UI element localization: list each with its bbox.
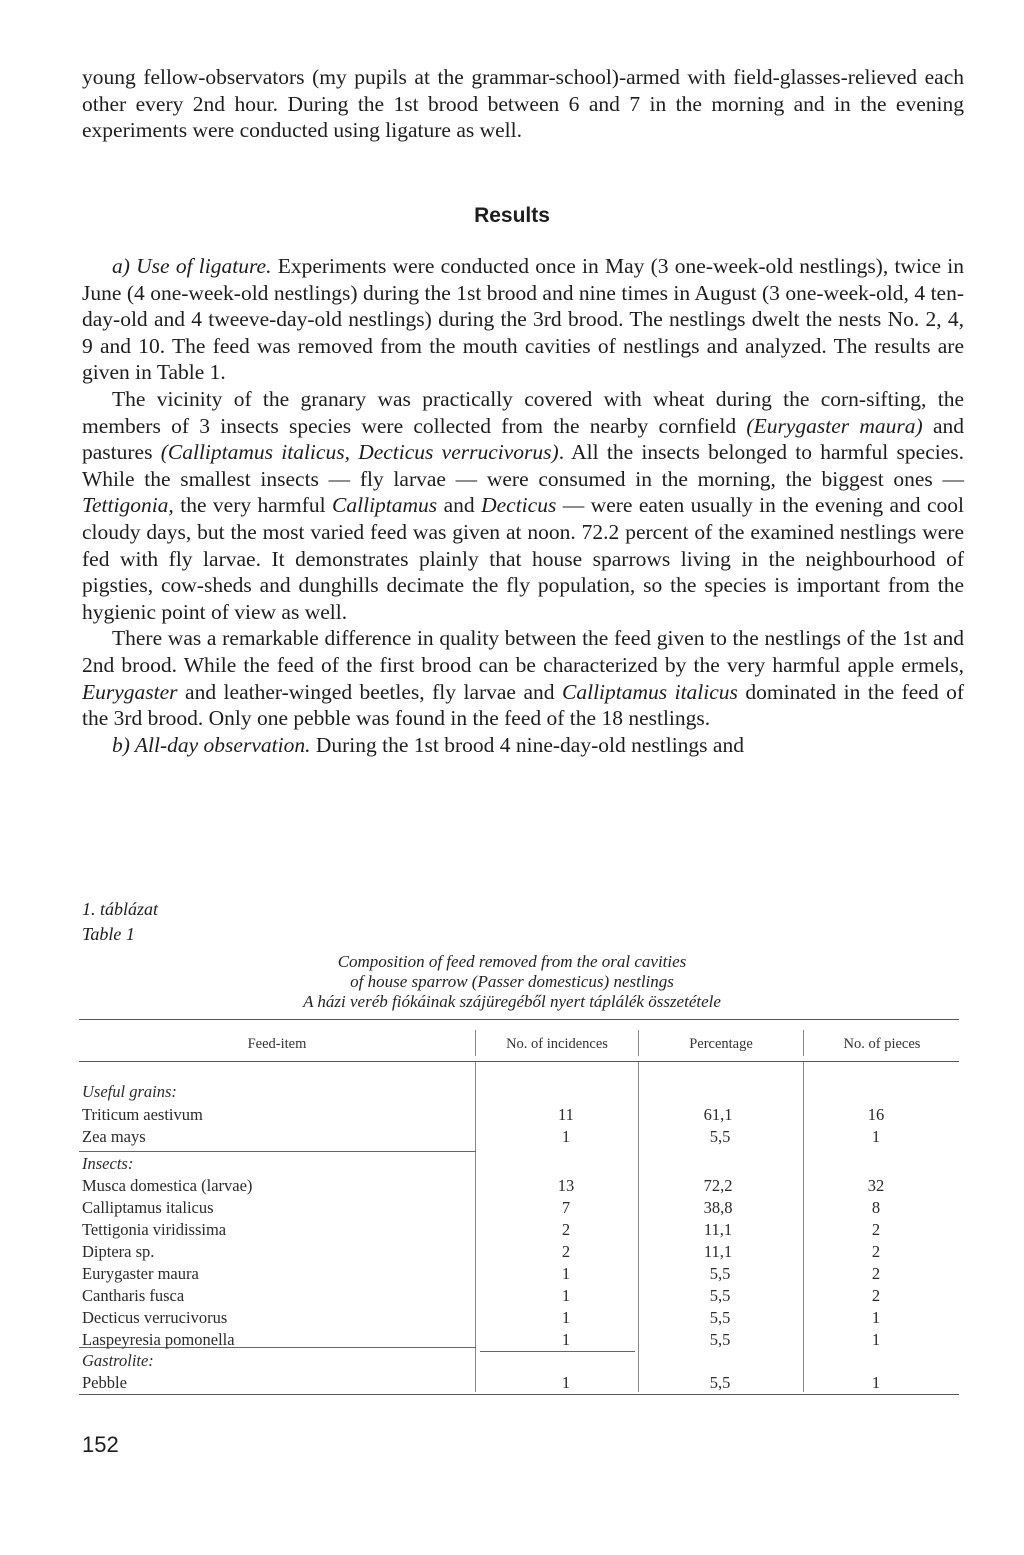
- table-top-rule: [79, 1019, 959, 1020]
- percentage-cell: 5,5: [709, 1330, 731, 1349]
- category-label: Insects:: [82, 1154, 134, 1173]
- feed-item: Eurygaster maura: [82, 1264, 199, 1283]
- incidences-cell: 1: [561, 1330, 571, 1349]
- group-rule: [480, 1351, 635, 1352]
- table-label-english: Table 1: [82, 924, 135, 944]
- percentage-cell: 5,5: [709, 1264, 731, 1283]
- incidences-cell: 1: [561, 1373, 571, 1392]
- table-label-hungarian: 1. táblázat: [82, 899, 159, 919]
- pieces-cell: 2: [871, 1264, 881, 1283]
- category-label: Useful grains:: [82, 1082, 177, 1101]
- incidences-cell: 1: [561, 1127, 571, 1146]
- incidences-cell: 1: [561, 1308, 571, 1327]
- feed-item: Pebble: [82, 1373, 127, 1392]
- paragraph-difference: There was a remarkable difference in quality between the feed given to the nestlings of the 1st and 2nd brood. While the feed of the first brood can be characterized by the very harmful apple ermels, Eurygaster and leather-winged beetles, fly larvae and Calliptamus italicus dominated in the feed of the 3rd brood. Only one pebble was found in the feed of the 18 nestlings.: [82, 626, 964, 731]
- header-percentage: Percentage: [689, 1036, 753, 1052]
- table-bottom-rule: [79, 1394, 959, 1395]
- percentage-cell: 5,5: [709, 1286, 731, 1305]
- incidences-cell: 13: [557, 1176, 575, 1195]
- table-caption-line-2: of house sparrow (Passer domesticus) nestlings: [350, 972, 674, 991]
- paragraph-all-day: b) All-day observation. During the 1st brood 4 nine-day-old nestlings and: [112, 732, 744, 757]
- column-divider: [803, 1062, 804, 1392]
- incidences-cell: 2: [561, 1220, 571, 1239]
- table-caption-hungarian: A házi veréb fiókáinak szájüregéből nyert táplálék összetétele: [303, 992, 721, 1011]
- paragraph-ligature: a) Use of ligature. Experiments were conducted once in May (3 one-week-old nestlings), twice in June (4 one-week-old nestlings) during the 1st brood and nine times in August (3 one-week-old, 4 ten-day-old and 4 tweeve-day-old nestlings) during the 3rd brood. The nestlings dwelt the nests No. 2, 4, 9 and 10. The feed was removed from the mouth cavities of nestlings and analyzed. The results are given in Table 1.: [82, 254, 964, 385]
- percentage-cell: 5,5: [709, 1127, 731, 1146]
- column-divider: [638, 1062, 639, 1392]
- incidences-cell: 11: [558, 1105, 574, 1124]
- header-feed-item: Feed-item: [247, 1036, 307, 1052]
- column-divider: [803, 1030, 804, 1056]
- column-divider: [475, 1062, 476, 1392]
- header-pieces: No. of pieces: [843, 1036, 921, 1052]
- header-bottom-rule: [79, 1061, 959, 1062]
- feed-item: Zea mays: [82, 1127, 146, 1146]
- pieces-cell: 1: [871, 1330, 881, 1349]
- intro-paragraph: young fellow-observators (my pupils at the grammar-school)-armed with field-glasses-relieved each other every 2nd hour. During the 1st brood between 6 and 7 in the morning and in the evening experiments were conducted using ligature as well.: [82, 65, 964, 143]
- feed-item: Cantharis fusca: [82, 1286, 185, 1305]
- pieces-cell: 2: [871, 1242, 881, 1261]
- page-number: 152: [82, 1432, 119, 1457]
- incidences-cell: 1: [561, 1286, 571, 1305]
- pieces-cell: 16: [867, 1105, 885, 1124]
- pieces-cell: 2: [871, 1286, 881, 1305]
- pieces-cell: 8: [871, 1198, 881, 1217]
- feed-item: Triticum aestivum: [82, 1105, 203, 1124]
- column-divider: [638, 1030, 639, 1056]
- percentage-cell: 11,1: [703, 1242, 733, 1261]
- percentage-cell: 38,8: [703, 1198, 733, 1217]
- group-rule: [79, 1151, 476, 1152]
- percentage-cell: 61,1: [703, 1105, 733, 1124]
- incidences-cell: 7: [561, 1198, 571, 1217]
- percentage-cell: 5,5: [709, 1308, 731, 1327]
- results-body: [82, 253, 964, 758]
- feed-item: Laspeyresia pomonella: [82, 1330, 235, 1349]
- incidences-cell: 1: [561, 1264, 571, 1283]
- table-caption-line-1: Composition of feed removed from the oral cavities: [337, 952, 687, 971]
- feed-item: Calliptamus italicus: [82, 1198, 214, 1217]
- percentage-cell: 72,2: [703, 1176, 733, 1195]
- pieces-cell: 1: [871, 1308, 881, 1327]
- incidences-cell: 2: [561, 1242, 571, 1261]
- pieces-cell: 1: [871, 1127, 881, 1146]
- header-incidences: No. of incidences: [506, 1036, 608, 1052]
- feed-item: Diptera sp.: [82, 1242, 155, 1261]
- pieces-cell: 32: [867, 1176, 885, 1195]
- pieces-cell: 2: [871, 1220, 881, 1239]
- paragraph-vicinity: The vicinity of the granary was practically covered with wheat during the corn-sifting, the members of 3 insects species were collected from the nearby cornfield (Eurygaster maura) and pastures (Calliptamus italicus, Decticus verrucivorus). All the insects belonged to harmful species. While the smallest insects — fly larvae — were consumed in the morning, the biggest ones — Tettigonia, the very harmful Calliptamus and Decticus — were eaten usually in the evening and cool cloudy days, but the most varied feed was given at noon. 72.2 percent of the examined nestlings were fed with fly larvae. It demonstrates plainly that house sparrows living in the neighbourhood of pigsties, cow-sheds and dunghills decimate the fly population, so the species is important from the hygienic point of view as well.: [82, 386, 965, 624]
- category-label: Gastrolite:: [82, 1351, 154, 1370]
- pieces-cell: 1: [871, 1373, 881, 1392]
- percentage-cell: 5,5: [709, 1373, 731, 1392]
- feed-item: Musca domestica (larvae): [82, 1176, 253, 1195]
- feed-item: Decticus verrucivorus: [82, 1308, 228, 1327]
- column-divider: [475, 1030, 476, 1056]
- feed-item: Tettigonia viridissima: [82, 1220, 227, 1239]
- percentage-cell: 11,1: [703, 1220, 733, 1239]
- section-heading: Results: [474, 204, 550, 227]
